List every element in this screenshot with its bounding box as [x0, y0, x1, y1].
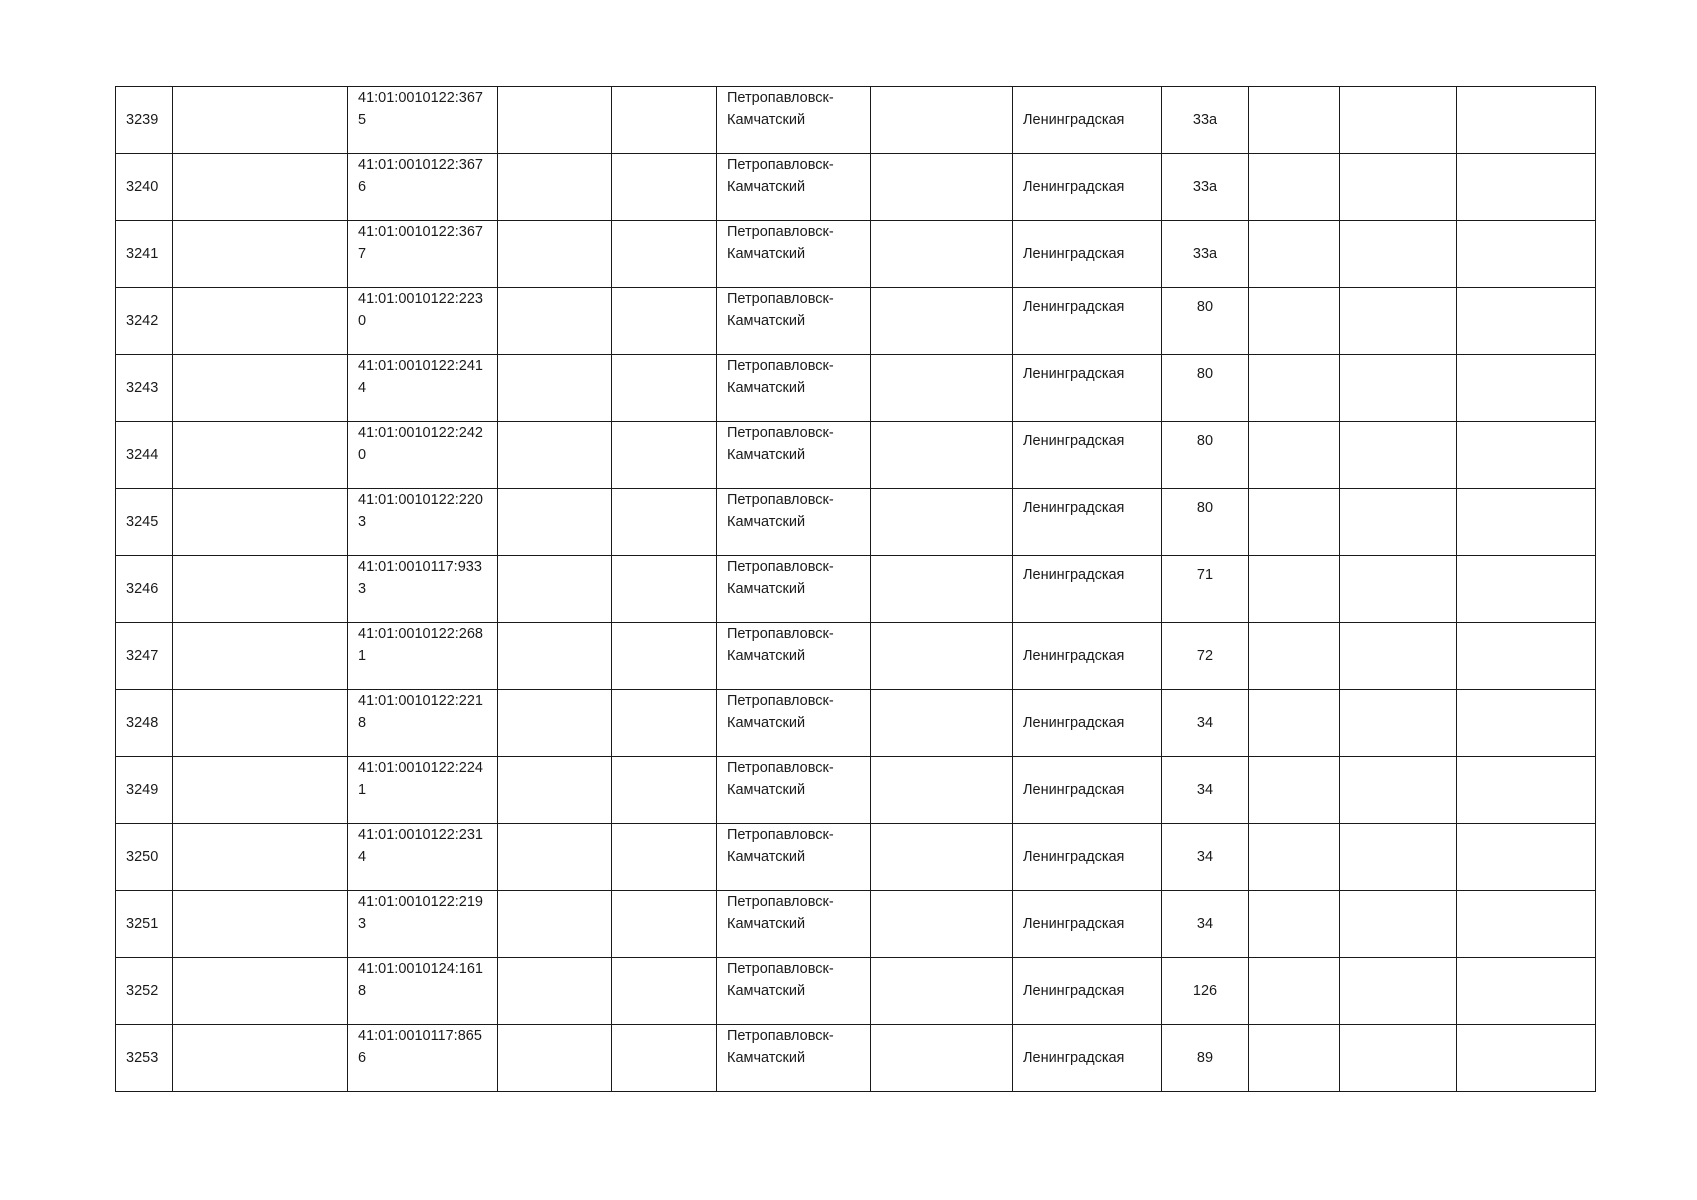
house-number-cell: 34 [1162, 891, 1249, 958]
empty-cell [612, 489, 717, 556]
city-cell: Петропавловск-Камчатский [717, 489, 871, 556]
empty-cell [173, 556, 348, 623]
empty-cell [871, 288, 1013, 355]
empty-cell [612, 623, 717, 690]
house-number-cell: 89 [1162, 1025, 1249, 1092]
cadastral-number-cell: 41:01:0010122:2230 [348, 288, 498, 355]
city-cell: Петропавловск-Камчатский [717, 154, 871, 221]
table-row [116, 958, 1596, 1025]
empty-cell [1249, 288, 1340, 355]
row-number-cell: 3252 [116, 958, 173, 1025]
empty-cell [612, 891, 717, 958]
street-cell: Ленинградская [1013, 355, 1162, 422]
empty-cell [1340, 757, 1457, 824]
empty-cell [1249, 690, 1340, 757]
empty-cell [612, 87, 717, 154]
empty-cell [498, 690, 612, 757]
empty-cell [871, 690, 1013, 757]
empty-cell [1249, 891, 1340, 958]
street-cell: Ленинградская [1013, 1025, 1162, 1092]
empty-cell [173, 824, 348, 891]
empty-cell [1340, 422, 1457, 489]
empty-cell [173, 288, 348, 355]
empty-cell [1340, 623, 1457, 690]
empty-cell [1457, 623, 1596, 690]
city-cell: Петропавловск-Камчатский [717, 556, 871, 623]
empty-cell [1249, 824, 1340, 891]
street-cell: Ленинградская [1013, 288, 1162, 355]
empty-cell [1340, 891, 1457, 958]
street-cell: Ленинградская [1013, 824, 1162, 891]
cadastral-number-cell: 41:01:0010122:3676 [348, 154, 498, 221]
empty-cell [1340, 154, 1457, 221]
empty-cell [1457, 422, 1596, 489]
empty-cell [498, 891, 612, 958]
row-number-cell: 3242 [116, 288, 173, 355]
empty-cell [498, 757, 612, 824]
table-row [116, 87, 1596, 154]
city-cell: Петропавловск-Камчатский [717, 288, 871, 355]
row-number-cell: 3247 [116, 623, 173, 690]
empty-cell [871, 958, 1013, 1025]
empty-cell [612, 355, 717, 422]
row-number-cell: 3248 [116, 690, 173, 757]
house-number-cell: 80 [1162, 288, 1249, 355]
empty-cell [1249, 489, 1340, 556]
empty-cell [612, 288, 717, 355]
cadastral-number-cell: 41:01:0010122:2218 [348, 690, 498, 757]
city-cell: Петропавловск-Камчатский [717, 87, 871, 154]
cadastral-number-cell: 41:01:0010122:2420 [348, 422, 498, 489]
empty-cell [1457, 1025, 1596, 1092]
empty-cell [612, 1025, 717, 1092]
house-number-cell: 33а [1162, 87, 1249, 154]
city-cell: Петропавловск-Камчатский [717, 623, 871, 690]
table-row [116, 623, 1596, 690]
empty-cell [1340, 1025, 1457, 1092]
house-number-cell: 33а [1162, 221, 1249, 288]
city-cell: Петропавловск-Камчатский [717, 757, 871, 824]
street-cell: Ленинградская [1013, 757, 1162, 824]
empty-cell [1340, 221, 1457, 288]
table-row [116, 1025, 1596, 1092]
empty-cell [1249, 221, 1340, 288]
house-number-cell: 126 [1162, 958, 1249, 1025]
empty-cell [1457, 891, 1596, 958]
empty-cell [871, 355, 1013, 422]
empty-cell [498, 824, 612, 891]
city-cell: Петропавловск-Камчатский [717, 355, 871, 422]
empty-cell [1457, 958, 1596, 1025]
empty-cell [1340, 489, 1457, 556]
empty-cell [1249, 623, 1340, 690]
empty-cell [871, 154, 1013, 221]
row-number-cell: 3240 [116, 154, 173, 221]
house-number-cell: 72 [1162, 623, 1249, 690]
empty-cell [498, 556, 612, 623]
cadastral-number-cell: 41:01:0010122:3675 [348, 87, 498, 154]
cadastral-number-cell: 41:01:0010122:2193 [348, 891, 498, 958]
house-number-cell: 34 [1162, 824, 1249, 891]
cadastral-number-cell: 41:01:0010122:2681 [348, 623, 498, 690]
empty-cell [871, 556, 1013, 623]
empty-cell [1249, 154, 1340, 221]
cadastral-number-cell: 41:01:0010122:2414 [348, 355, 498, 422]
table-row [116, 288, 1596, 355]
empty-cell [498, 422, 612, 489]
empty-cell [1340, 824, 1457, 891]
city-cell: Петропавловск-Камчатский [717, 958, 871, 1025]
street-cell: Ленинградская [1013, 87, 1162, 154]
row-number-cell: 3244 [116, 422, 173, 489]
empty-cell [871, 1025, 1013, 1092]
cadastral-number-cell: 41:01:0010122:2241 [348, 757, 498, 824]
empty-cell [1249, 87, 1340, 154]
empty-cell [871, 891, 1013, 958]
empty-cell [1249, 1025, 1340, 1092]
street-cell: Ленинградская [1013, 221, 1162, 288]
empty-cell [498, 489, 612, 556]
row-number-cell: 3241 [116, 221, 173, 288]
empty-cell [498, 1025, 612, 1092]
empty-cell [871, 422, 1013, 489]
empty-cell [1457, 221, 1596, 288]
house-number-cell: 34 [1162, 690, 1249, 757]
empty-cell [498, 87, 612, 154]
empty-cell [1457, 355, 1596, 422]
street-cell: Ленинградская [1013, 154, 1162, 221]
empty-cell [498, 154, 612, 221]
empty-cell [612, 422, 717, 489]
cadastral-number-cell: 41:01:0010122:3677 [348, 221, 498, 288]
house-number-cell: 34 [1162, 757, 1249, 824]
city-cell: Петропавловск-Камчатский [717, 824, 871, 891]
empty-cell [173, 355, 348, 422]
empty-cell [1457, 824, 1596, 891]
empty-cell [498, 288, 612, 355]
row-number-cell: 3245 [116, 489, 173, 556]
row-number-cell: 3250 [116, 824, 173, 891]
city-cell: Петропавловск-Камчатский [717, 221, 871, 288]
cadastral-number-cell: 41:01:0010122:2203 [348, 489, 498, 556]
city-cell: Петропавловск-Камчатский [717, 1025, 871, 1092]
table-body [116, 87, 1596, 1092]
empty-cell [1457, 87, 1596, 154]
row-number-cell: 3243 [116, 355, 173, 422]
street-cell: Ленинградская [1013, 422, 1162, 489]
empty-cell [173, 221, 348, 288]
empty-cell [173, 690, 348, 757]
table-row [116, 221, 1596, 288]
empty-cell [1249, 958, 1340, 1025]
empty-cell [1249, 556, 1340, 623]
row-number-cell: 3246 [116, 556, 173, 623]
street-cell: Ленинградская [1013, 623, 1162, 690]
table-row [116, 355, 1596, 422]
empty-cell [612, 757, 717, 824]
empty-cell [1457, 690, 1596, 757]
empty-cell [612, 154, 717, 221]
empty-cell [498, 355, 612, 422]
empty-cell [173, 891, 348, 958]
row-number-cell: 3249 [116, 757, 173, 824]
empty-cell [173, 422, 348, 489]
house-number-cell: 33а [1162, 154, 1249, 221]
street-cell: Ленинградская [1013, 891, 1162, 958]
empty-cell [1340, 87, 1457, 154]
city-cell: Петропавловск-Камчатский [717, 690, 871, 757]
empty-cell [1249, 355, 1340, 422]
house-number-cell: 80 [1162, 355, 1249, 422]
empty-cell [173, 87, 348, 154]
empty-cell [498, 958, 612, 1025]
empty-cell [173, 489, 348, 556]
empty-cell [1340, 690, 1457, 757]
empty-cell [173, 623, 348, 690]
cadastral-number-cell: 41:01:0010124:1618 [348, 958, 498, 1025]
empty-cell [871, 87, 1013, 154]
empty-cell [1340, 355, 1457, 422]
table-row [116, 422, 1596, 489]
empty-cell [1249, 757, 1340, 824]
empty-cell [1340, 556, 1457, 623]
cadastral-number-cell: 41:01:0010122:2314 [348, 824, 498, 891]
house-number-cell: 80 [1162, 422, 1249, 489]
empty-cell [173, 757, 348, 824]
empty-cell [173, 154, 348, 221]
city-cell: Петропавловск-Камчатский [717, 891, 871, 958]
empty-cell [173, 958, 348, 1025]
table-row [116, 891, 1596, 958]
empty-cell [1457, 556, 1596, 623]
empty-cell [1457, 489, 1596, 556]
empty-cell [1457, 757, 1596, 824]
empty-cell [871, 757, 1013, 824]
street-cell: Ленинградская [1013, 556, 1162, 623]
empty-cell [1340, 958, 1457, 1025]
table-row [116, 489, 1596, 556]
empty-cell [1340, 288, 1457, 355]
house-number-cell: 71 [1162, 556, 1249, 623]
empty-cell [612, 690, 717, 757]
row-number-cell: 3239 [116, 87, 173, 154]
empty-cell [173, 1025, 348, 1092]
empty-cell [498, 221, 612, 288]
table-row [116, 690, 1596, 757]
street-cell: Ленинградская [1013, 958, 1162, 1025]
table-row [116, 757, 1596, 824]
cadastral-number-cell: 41:01:0010117:8656 [348, 1025, 498, 1092]
empty-cell [1457, 154, 1596, 221]
table-row [116, 556, 1596, 623]
empty-cell [498, 623, 612, 690]
row-number-cell: 3253 [116, 1025, 173, 1092]
empty-cell [612, 958, 717, 1025]
cadastral-number-cell: 41:01:0010117:9333 [348, 556, 498, 623]
street-cell: Ленинградская [1013, 489, 1162, 556]
house-number-cell: 80 [1162, 489, 1249, 556]
empty-cell [871, 489, 1013, 556]
empty-cell [612, 824, 717, 891]
empty-cell [1457, 288, 1596, 355]
street-cell: Ленинградская [1013, 690, 1162, 757]
empty-cell [871, 623, 1013, 690]
table-row [116, 824, 1596, 891]
table-row [116, 154, 1596, 221]
city-cell: Петропавловск-Камчатский [717, 422, 871, 489]
empty-cell [612, 556, 717, 623]
empty-cell [871, 824, 1013, 891]
row-number-cell: 3251 [116, 891, 173, 958]
registry-table [115, 86, 1596, 1092]
empty-cell [612, 221, 717, 288]
empty-cell [871, 221, 1013, 288]
empty-cell [1249, 422, 1340, 489]
